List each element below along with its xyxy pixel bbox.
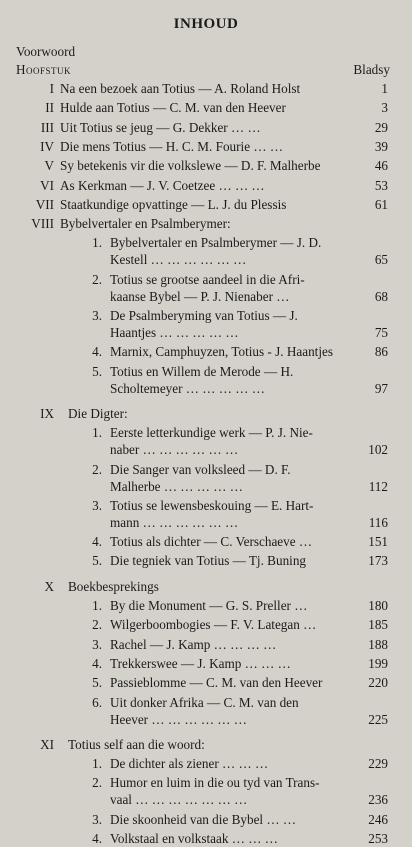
- item-title: Die skoonheid van die Bybel … …: [110, 811, 297, 827]
- chapter-title: Totius self aan die woord:: [68, 736, 205, 752]
- item-title-cont: Scholtemeyer … … … … …: [110, 380, 265, 396]
- item-number: 4.: [92, 344, 102, 360]
- chapter-title: Bybelvertaler en Psalmberymer:: [60, 216, 231, 232]
- page-number: 236: [368, 792, 388, 808]
- item-number: 3.: [92, 308, 102, 323]
- item-number: 3.: [92, 636, 102, 652]
- chapter-roman: XI: [40, 736, 54, 752]
- page-number: 68: [374, 288, 388, 304]
- item-title-cont: vaal … … … … … … …: [110, 792, 248, 808]
- chapter-roman: VIII: [31, 216, 54, 232]
- item-number: 2.: [92, 461, 102, 477]
- page-number: 246: [368, 811, 388, 827]
- chapter-title: Boekbesprekings: [68, 578, 159, 594]
- item-number: 5.: [92, 553, 102, 569]
- page-number: 102: [368, 442, 388, 458]
- item-title: De dichter als ziener … … …: [110, 756, 269, 772]
- chapter-title: Die Digter:: [68, 405, 128, 421]
- item-title-cont: kaanse Bybel — P. J. Nienaber …: [110, 288, 290, 304]
- chapter-roman: IX: [40, 405, 54, 421]
- item-title: Eerste letterkundige werk — P. J. Nie-: [110, 425, 313, 441]
- item-title: Uit donker Afrika — C. M. van den: [110, 694, 299, 710]
- item-number: 1.: [92, 235, 102, 251]
- chapter-roman: IV: [40, 138, 54, 154]
- page-title: INHOUD: [173, 16, 239, 32]
- page-number: 185: [368, 617, 388, 633]
- item-number: 6.: [92, 694, 102, 710]
- chapter-title: Sy betekenis vir die volkslewe — D. F. Malherbe: [60, 158, 321, 174]
- item-title: Volkstaal en volkstaak … … …: [110, 831, 278, 846]
- chapter-title: As Kerkman — J. V. Coetzee … … …: [60, 177, 265, 193]
- item-number: 1.: [92, 425, 102, 441]
- item-title-cont: Kestell … … … … … …: [110, 252, 247, 268]
- chapter-title: Staatkundige opvattinge — L. J. du Plessis: [60, 196, 287, 212]
- page-number: 173: [368, 553, 388, 569]
- page-number: 199: [368, 655, 388, 671]
- item-title: Wilgerboombogies — F. V. Lategan …: [110, 617, 317, 633]
- page-number: 86: [374, 344, 388, 360]
- chapter-title: Na een bezoek aan Totius — A. Roland Holst: [60, 81, 301, 96]
- chapter-roman: X: [44, 578, 54, 594]
- page-number: 75: [374, 325, 388, 340]
- chapter-roman: III: [40, 119, 54, 135]
- page-number: 188: [368, 636, 388, 652]
- chapter-roman: V: [44, 158, 54, 174]
- item-title-cont: Heever … … … … … …: [110, 711, 247, 727]
- item-number: 2.: [92, 775, 102, 791]
- bladsy-label: Bladsy: [353, 62, 390, 77]
- page-number: 46: [374, 158, 388, 174]
- page-number: 225: [368, 711, 388, 727]
- page-number: 112: [368, 478, 388, 494]
- item-title: Rachel — J. Kamp … … … …: [110, 636, 277, 652]
- page-number: 116: [368, 514, 388, 530]
- item-number: 2.: [92, 271, 102, 287]
- item-number: 4.: [92, 534, 102, 550]
- item-title-cont: Malherbe … … … … …: [110, 478, 243, 494]
- item-number: 3.: [92, 497, 102, 513]
- item-title: Marnix, Camphuyzen, Totius - J. Haantjes: [110, 344, 333, 360]
- chapter-roman: II: [45, 100, 54, 116]
- item-title: Totius se grootse aandeel in die Afri-: [110, 271, 305, 287]
- item-number: 4.: [92, 831, 102, 846]
- item-title: De Psalmberyming van Totius — J.: [110, 308, 298, 323]
- page-number: 65: [374, 252, 388, 268]
- item-title: Die tegniek van Totius — Tj. Buning: [110, 553, 307, 569]
- page-number: 151: [368, 534, 388, 550]
- page-number: 39: [374, 138, 388, 154]
- item-number: 3.: [92, 811, 102, 827]
- item-title: Bybelvertaler en Psalmberymer — J. D.: [110, 235, 322, 251]
- item-title: Humor en luim in die ou tyd van Trans-: [110, 775, 320, 791]
- item-number: 5.: [92, 363, 102, 379]
- item-title: Passieblomme — C. M. van den Heever: [110, 675, 323, 691]
- chapter-roman: VI: [40, 177, 54, 193]
- page-number: 180: [368, 598, 388, 613]
- page-number: 1: [381, 81, 388, 96]
- page-number: 61: [374, 196, 388, 212]
- item-title-cont: naber … … … … … …: [110, 442, 239, 458]
- voorwoord-label: Voorwoord: [16, 44, 76, 59]
- item-number: 1.: [92, 598, 102, 613]
- page-number: 220: [368, 675, 388, 691]
- chapter-roman: I: [49, 81, 54, 96]
- item-number: 2.: [92, 617, 102, 633]
- chapter-roman: VII: [35, 196, 54, 212]
- page-number: 29: [374, 119, 388, 135]
- item-title: Die Sanger van volksleed — D. F.: [110, 461, 291, 477]
- chapter-title: Uit Totius se jeug — G. Dekker … …: [60, 119, 261, 135]
- chapter-title: Die mens Totius — H. C. M. Fourie … …: [60, 138, 284, 154]
- page-number: 229: [368, 756, 388, 772]
- chapter-title: Hulde aan Totius — C. M. van den Heever: [60, 100, 286, 116]
- item-title: Totius als dichter — C. Verschaeve …: [110, 534, 313, 550]
- item-number: 5.: [92, 675, 102, 691]
- page-number: 97: [374, 380, 388, 396]
- item-number: 4.: [92, 655, 102, 671]
- item-title: Totius en Willem de Merode — H.: [110, 363, 294, 379]
- item-title: Totius se lewensbeskouing — E. Hart-: [110, 497, 314, 513]
- item-number: 1.: [92, 756, 102, 772]
- item-title-cont: mann … … … … … …: [110, 514, 239, 530]
- page-number: 253: [368, 831, 388, 846]
- item-title-cont: Haantjes … … … … …: [110, 325, 239, 340]
- page-number: 53: [374, 177, 388, 193]
- item-title: By die Monument — G. S. Preller …: [110, 598, 308, 613]
- page-number: 3: [381, 100, 388, 116]
- hoofstuk-label: Hoofstuk: [16, 62, 72, 77]
- item-title: Trekkerswee — J. Kamp … … …: [110, 655, 291, 671]
